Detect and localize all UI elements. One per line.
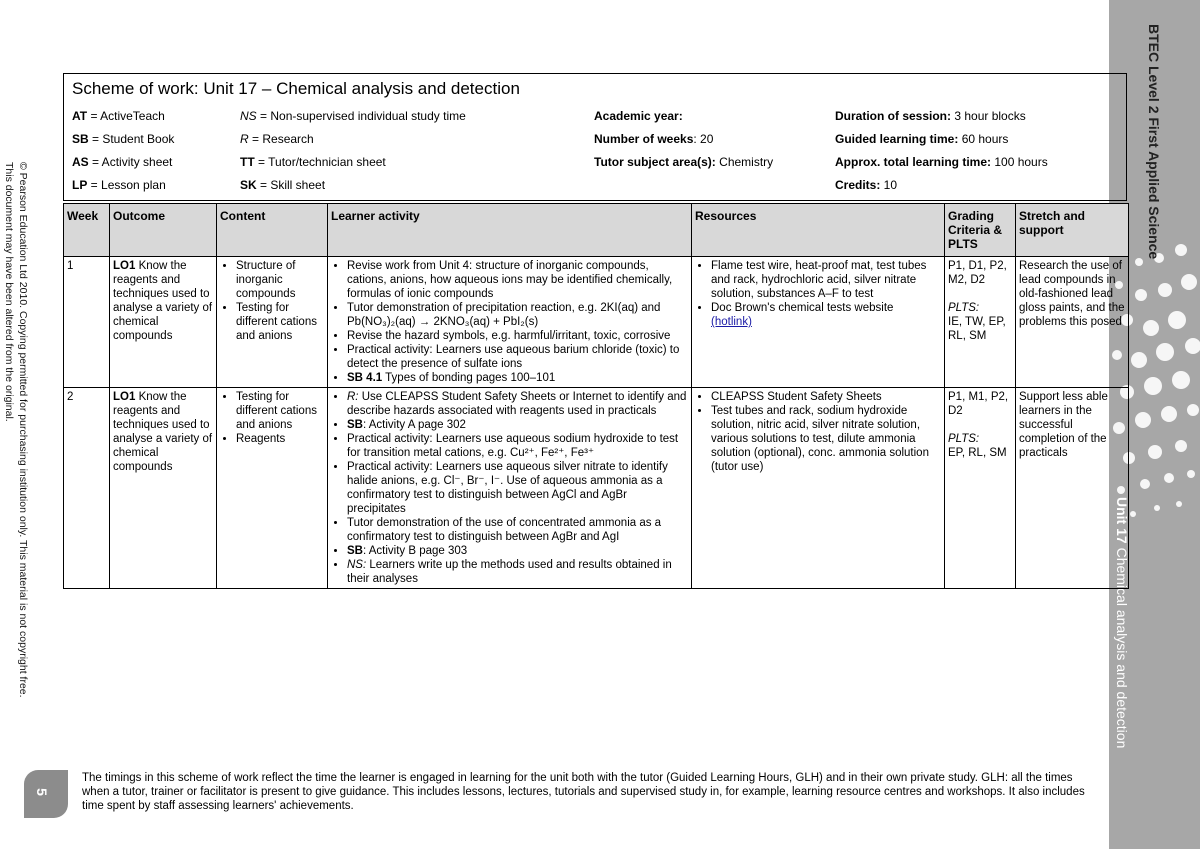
list-item: • SB: Activity B page 303 xyxy=(347,544,688,558)
unit-name: Chemical analysis and detection xyxy=(1114,547,1130,749)
resources-cell xyxy=(692,388,945,589)
abbr-ns: NS = Non-supervised individual study time xyxy=(240,109,466,123)
content-cell xyxy=(217,388,328,589)
col-header-resources: Resources xyxy=(692,204,945,257)
activity-cell xyxy=(328,388,692,589)
col-header-outcome: Outcome xyxy=(110,204,217,257)
content-cell xyxy=(217,257,328,388)
stretch-cell: Research the use of lead compounds in old-fashioned lead gloss paints, and the problems this posed xyxy=(1016,257,1129,388)
list-item: • Doc Brown's chemical tests website (hotlink) xyxy=(711,301,941,329)
list-item: • SB: Activity A page 302 xyxy=(347,418,688,432)
abbr-as: AS = Activity sheet xyxy=(72,155,173,169)
col-header-stretch: Stretch and support xyxy=(1016,204,1129,257)
scheme-table xyxy=(63,203,1129,589)
col-header-grading: Grading Criteria & PLTS xyxy=(945,204,1016,257)
outcome-cell: LO1 Know the reagents and techniques used to analyse a variety of chemical compounds xyxy=(110,257,217,388)
col-header-learner-activity: Learner activity xyxy=(328,204,692,257)
list-item: • R: Use CLEAPSS Student Safety Sheets or Internet to identify and describe hazards associated with reagents used in practicals xyxy=(347,390,688,418)
plts-label: PLTS: xyxy=(948,433,980,445)
list-item: • Practical activity: Learners use aqueous silver nitrate to identify halide anions, e.g. Cl⁻, Br⁻, I⁻. Use of aqueous ammonia as a confirmatory test to distinguish between AgCl and AgBr precipitates xyxy=(347,460,688,516)
week-cell: 1 xyxy=(64,257,110,388)
grading-criteria: P1, D1, P2, M2, D2 xyxy=(948,260,1007,286)
scheme-header xyxy=(63,73,1127,201)
col-header-week: Week xyxy=(64,204,110,257)
abbr-sk: SK = Skill sheet xyxy=(240,178,326,192)
hotlink[interactable]: (hotlink) xyxy=(711,316,752,328)
grading-cell xyxy=(945,388,1016,589)
list-item: • NS: Learners write up the methods used and results obtained in their analyses xyxy=(347,558,688,586)
resources-cell xyxy=(692,257,945,388)
table-header-row xyxy=(64,204,1129,257)
list-item: • Revise work from Unit 4: structure of inorganic compounds, cations, anions, how aqueous ions may be identified chemically, formulas of ionic compounds xyxy=(347,259,688,301)
credits: Credits: 10 xyxy=(835,178,898,192)
outcome-cell: LO1 Know the reagents and techniques used to analyse a variety of chemical compounds xyxy=(110,388,217,589)
week-cell: 2 xyxy=(64,388,110,589)
list-item: • Practical activity: Learners use aqueous sodium hydroxide to test for transition metal cations, e.g. Cu²⁺, Fe²⁺, Fe³⁺ xyxy=(347,432,688,460)
page-number-tab xyxy=(24,770,68,818)
abbr-lp: LP = Lesson plan xyxy=(72,178,166,192)
plts-label: PLTS: xyxy=(948,302,980,314)
list-item: • Testing for different cations and anions xyxy=(236,301,324,343)
abbr-sb: SB = Student Book xyxy=(72,132,175,146)
unit-label: Unit 17 xyxy=(1114,497,1130,544)
plts-values: IE, TW, EP, RL, SM xyxy=(948,316,1006,342)
activity-cell xyxy=(328,257,692,388)
session-duration: Duration of session: 3 hour blocks xyxy=(835,109,1026,123)
abbr-r: R = Research xyxy=(240,132,314,146)
copyright-line-2: This document may have been altered from the original. xyxy=(3,162,15,422)
list-item: • Reagents xyxy=(236,432,324,446)
list-item: • Revise the hazard symbols, e.g. harmful/irritant, toxic, corrosive xyxy=(347,329,688,343)
grading-cell xyxy=(945,257,1016,388)
academic-year: Academic year: xyxy=(594,109,683,123)
tutor-subject-area: Tutor subject area(s): Chemistry xyxy=(594,155,774,169)
table-row xyxy=(64,257,1129,388)
stretch-cell: Support less able learners in the successful completion of the practicals xyxy=(1016,388,1129,589)
list-item: • Testing for different cations and anions xyxy=(236,390,324,432)
plts-values: EP, RL, SM xyxy=(948,447,1007,459)
list-item: • Flame test wire, heat-proof mat, test tubes and rack, hydrochloric acid, silver nitrate solution, substances A–F to test xyxy=(711,259,941,301)
copyright-line-1: © Pearson Education Ltd 2010. Copying permitted for purchasing institution only. This material is not copyright free. xyxy=(17,162,29,698)
number-of-weeks: Number of weeks: 20 xyxy=(594,132,714,146)
abbr-at: AT = ActiveTeach xyxy=(72,109,165,123)
footer-note: The timings in this scheme of work reflect the time the learner is engaged in learning for the unit both with the tutor (Guided Learning Hours, GLH) and in their own private study. GLH: all the times when a tutor, trainer or facilitator is present to give guidance. This includes lessons, lectures, tutorials and supervised study in, for example, learning resource centres and workshops. It also includes time spent by staff assessing learners' achievements. xyxy=(82,772,1085,812)
course-title: BTEC Level 2 First Applied Science xyxy=(1146,24,1162,260)
copyright-notice xyxy=(2,162,30,698)
grading-criteria: P1, M1, P2, D2 xyxy=(948,391,1009,417)
list-item: • Practical activity: Learners use aqueous barium chloride (toxic) to detect the presence of sulfate ions xyxy=(347,343,688,371)
list-item: • CLEAPSS Student Safety Sheets xyxy=(711,390,941,404)
list-item: • SB 4.1 Types of bonding pages 100–101 xyxy=(347,371,688,385)
table-row xyxy=(64,388,1129,589)
list-item: • Tutor demonstration of precipitation reaction, e.g. 2KI(aq) and Pb(NO₃)₂(aq) → 2KNO₃(aq) + PbI₂(s) xyxy=(347,301,688,329)
total-learning-time: Approx. total learning time: 100 hours xyxy=(835,155,1048,169)
list-item: • Tutor demonstration of the use of concentrated ammonia as a confirmatory test to distinguish between AgBr and AgI xyxy=(347,516,688,544)
list-item: • Structure of inorganic compounds xyxy=(236,259,324,301)
page-number: 5 xyxy=(33,788,50,796)
abbr-tt: TT = Tutor/technician sheet xyxy=(240,155,386,169)
col-header-content: Content xyxy=(217,204,328,257)
page-title: Scheme of work: Unit 17 – Chemical analysis and detection xyxy=(72,79,520,98)
list-item: • Test tubes and rack, sodium hydroxide solution, nitric acid, silver nitrate solution, various solutions to test, dilute ammonia solution (optional), conc. ammonia solution (tutor use) xyxy=(711,404,941,474)
guided-learning-time: Guided learning time: 60 hours xyxy=(835,132,1009,146)
